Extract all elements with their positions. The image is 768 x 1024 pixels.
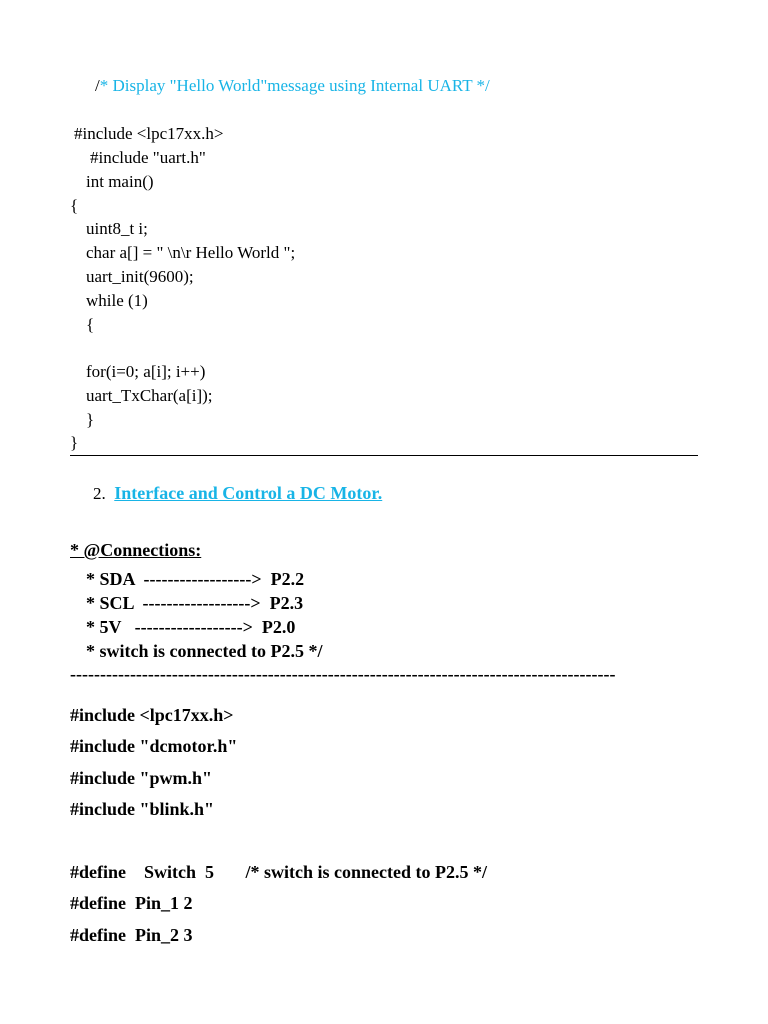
code-line: int main() [86, 172, 154, 191]
connection-line: * switch is connected to P2.5 */ [86, 641, 323, 661]
define-line: #define Pin_2 3 [70, 925, 193, 945]
code-line: } [70, 433, 79, 452]
code-line: { [70, 196, 79, 215]
code-line: #include "uart.h" [90, 148, 206, 167]
define-line: #define Switch 5 /* switch is connected to P2.5 */ [70, 862, 487, 882]
comment-slash: / [95, 76, 100, 95]
connection-line: * 5V ------------------> P2.0 [86, 617, 296, 637]
code-line: while (1) [86, 291, 148, 310]
section-heading [93, 483, 382, 504]
connection-line: * SCL ------------------> P2.3 [86, 593, 304, 613]
section-title-link[interactable]: Interface and Control a DC Motor. [114, 483, 383, 503]
code-line: uart_TxChar(a[i]); [86, 386, 213, 405]
code-line: uint8_t i; [86, 219, 148, 238]
section-divider [70, 455, 698, 456]
section-number: 2. [93, 484, 106, 503]
comment-text: * Display "Hello World"message using Internal UART */ [99, 76, 490, 95]
include-line: #include "dcmotor.h" [70, 736, 238, 756]
code-line: uart_init(9600); [86, 267, 194, 286]
code-line: #include <lpc17xx.h> [74, 124, 224, 143]
code-line: } [86, 410, 95, 429]
include-line: #include "pwm.h" [70, 768, 213, 788]
include-line: #include <lpc17xx.h> [70, 705, 234, 725]
code-line: { [86, 315, 95, 334]
code-line: char a[] = " \n\r Hello World "; [86, 243, 296, 262]
code-line: for(i=0; a[i]; i++) [86, 362, 206, 381]
dashed-separator: ------------------------------------------------------------------------------------------- [70, 664, 616, 684]
define-line: #define Pin_1 2 [70, 893, 193, 913]
include-line: #include "blink.h" [70, 799, 215, 819]
connection-line: * SDA ------------------> P2.2 [86, 569, 305, 589]
uart-comment [95, 76, 490, 96]
connections-heading: * @Connections: [70, 540, 202, 560]
